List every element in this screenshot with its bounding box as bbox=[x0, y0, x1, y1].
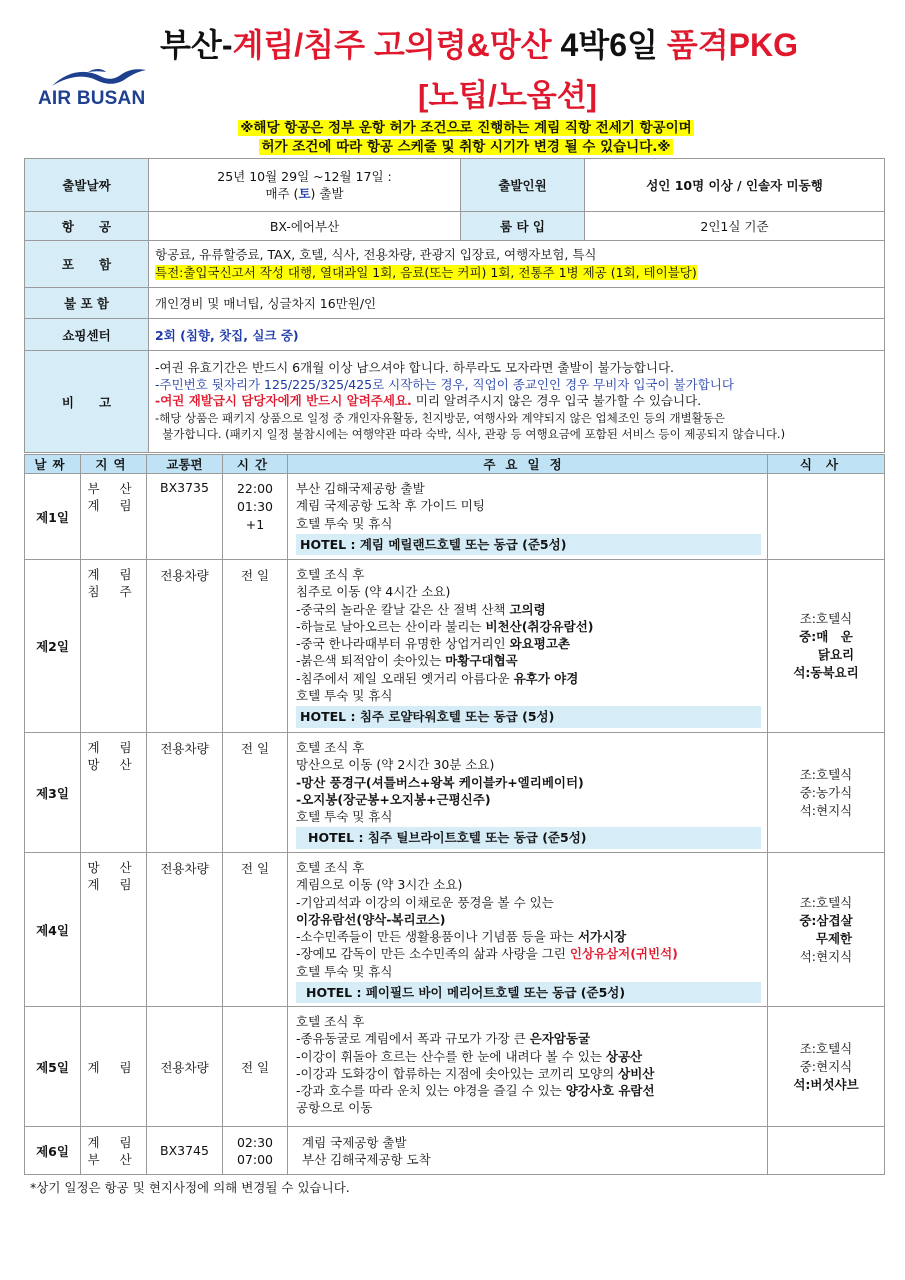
day-label: 제4일 bbox=[25, 853, 81, 1007]
exclude-label: 불 포 함 bbox=[25, 288, 149, 319]
day-label: 제5일 bbox=[25, 1007, 81, 1127]
day-label: 제2일 bbox=[25, 560, 81, 733]
meal bbox=[768, 1127, 885, 1175]
day-label: 제6일 bbox=[25, 1127, 81, 1175]
page-subtitle: [노팁/노옵션] bbox=[418, 78, 597, 113]
region: 망 산 계 림 bbox=[81, 853, 147, 1007]
itinerary: 호텔 조식 후 계림으로 이동 (약 3시간 소요) -기암괴석과 이강의 이채로운 풍경을 볼 수 있는 이강유람선(양삭-복리코스) -소수민족들이 만든 생활용품이나 기념품 등을 파는 서가시장 -장예모 감독이 만든 소수민족의 삶과 사랑을 그린 인상유삼저(귀빈석) 호텔 투숙 및 휴식 HOTEL : 페이필드 바이 메리어트호텔 또는 동급 (준5성) bbox=[288, 853, 768, 1007]
hotel-info: HOTEL : 침주 틸브라이트호텔 또는 동급 (준5성) bbox=[296, 827, 761, 848]
time: 전 일 bbox=[223, 1007, 288, 1127]
depart-date: 25년 10월 29일 ~12월 17일 : 매주 (토) 출발 bbox=[149, 159, 461, 212]
day-label: 제3일 bbox=[25, 733, 81, 853]
transport: BX3745 bbox=[147, 1127, 223, 1175]
meal: 조:호텔식 중:매 운 닭요리 석:동북요리 bbox=[768, 560, 885, 733]
air-busan-logo bbox=[36, 66, 148, 110]
region: 부 산 계 림 bbox=[81, 474, 147, 560]
itinerary: 계림 국제공항 출발 부산 김해국제공항 도착 bbox=[288, 1127, 768, 1175]
hotel-info: HOTEL : 침주 로얄타워호텔 또는 동급 (5성) bbox=[296, 706, 761, 727]
day-label: 제1일 bbox=[25, 474, 81, 560]
info-table bbox=[24, 158, 885, 453]
shop-label: 쇼핑센터 bbox=[25, 319, 149, 351]
region: 계 림 망 산 bbox=[81, 733, 147, 853]
shop-value: 2회 (침향, 찻집, 실크 중) bbox=[149, 319, 885, 351]
region: 계 림 부 산 bbox=[81, 1127, 147, 1175]
table-row bbox=[25, 560, 885, 733]
table-row bbox=[25, 853, 885, 1007]
time: 전 일 bbox=[223, 733, 288, 853]
include-value: 항공료, 유류할증료, TAX, 호텔, 식사, 전용차량, 관광지 입장료, 여행자보험, 특식 특전:출입국신고서 작성 대행, 열대과일 1회, 음료(또는 커피) 1회, 전통주 1병 제공 (1회, 테이블당) bbox=[149, 241, 885, 288]
bird-wing-icon bbox=[48, 66, 148, 88]
header-day: 날짜 bbox=[25, 455, 81, 474]
logo-text: AIR BUSAN bbox=[38, 88, 146, 109]
itinerary: 호텔 조식 후 침주로 이동 (약 4시간 소요) -중국의 놀라운 칼날 같은 산 절벽 산책 고의령 -하늘로 날아오르는 산이라 불리는 비천산(취강유람선) -중국 한나라때부터 유명한 상업거리인 와요평고촌 -붉은색 퇴적암이 솟아있는 마황구대협곡 -침주에서 제일 오래된 옛거리 아름다운 유후가 야경 호텔 투숙 및 휴식 HOTEL : 침주 로얄타워호텔 또는 동급 (5성) bbox=[288, 560, 768, 733]
header-transport: 교통편 bbox=[147, 455, 223, 474]
table-row bbox=[25, 474, 885, 560]
include-label: 포 함 bbox=[25, 241, 149, 288]
schedule-header bbox=[25, 455, 885, 474]
note-value: -여권 유효기간은 반드시 6개월 이상 남으셔야 합니다. 하루라도 모자라면 출발이 불가능합니다. -주민번호 뒷자리가 125/225/325/425로 시작하는 경우, 직업이 종교인인 경우 무비자 입국이 불가합니다 -여권 재발급시 담당자에게 반드시 알려주세요. 미리 알려주시지 않은 경우 입국 불가할 수 있습니다. -해당 상품은 패키지 상품으로 일정 중 개인자유활동, 친지방문, 여행사와 계약되지 않은 업체조인 등의 개별활동은 불가합니다. (패키지 일정 불참시에는 여행약관 따라 숙박, 식사, 관광 등 여행요금에 포함된 서비스 등이 제공되지 않습니다.) bbox=[149, 351, 885, 453]
meal: 조:호텔식 중:삼겹살 무제한 석:현지식 bbox=[768, 853, 885, 1007]
notice-line-2: 허가 조건에 따라 항공 스케줄 및 취항 시기가 변경 될 수 있습니다.※ bbox=[261, 139, 671, 155]
table-row bbox=[25, 1007, 885, 1127]
notice-line-1: ※해당 항공은 정부 운항 허가 조건으로 진행하는 계림 직항 전세기 항공이며 bbox=[240, 120, 692, 136]
room-value: 2인1실 기준 bbox=[585, 212, 885, 241]
time: 02:30 07:00 bbox=[223, 1127, 288, 1175]
table-row bbox=[25, 1127, 885, 1175]
transport: BX3735 bbox=[147, 474, 223, 560]
depart-label: 출발날짜 bbox=[25, 159, 149, 212]
header-region: 지역 bbox=[81, 455, 147, 474]
hotel-info: HOTEL : 계림 메릴랜드호텔 또는 동급 (준5성) bbox=[296, 534, 761, 555]
time: 22:00 01:30 +1 bbox=[223, 474, 288, 560]
itinerary: 부산 김해국제공항 출발 계림 국제공항 도착 후 가이드 미팅 호텔 투숙 및 휴식 HOTEL : 계림 메릴랜드호텔 또는 동급 (준5성) bbox=[288, 474, 768, 560]
region: 계 림 침 주 bbox=[81, 560, 147, 733]
airline-value: BX-에어부산 bbox=[149, 212, 461, 241]
region: 계 림 bbox=[81, 1007, 147, 1127]
hotel-info: HOTEL : 페이필드 바이 메리어트호텔 또는 동급 (준5성) bbox=[296, 982, 761, 1003]
itinerary: 호텔 조식 후 망산으로 이동 (약 2시간 30분 소요) -망산 풍경구(셔틀버스+왕복 케이블카+엘리베이터) -오지봉(장군봉+오지봉+근평신주) 호텔 투숙 및 휴식 HOTEL : 침주 틸브라이트호텔 또는 동급 (준5성) bbox=[288, 733, 768, 853]
transport: 전용차량 bbox=[147, 733, 223, 853]
transport: 전용차량 bbox=[147, 560, 223, 733]
airline-label: 항 공 bbox=[25, 212, 149, 241]
page-title: 부산-계림/침주 고의령&망산 4박6일 품격PKG bbox=[160, 27, 798, 63]
transport: 전용차량 bbox=[147, 853, 223, 1007]
header-meal: 식사 bbox=[768, 455, 885, 474]
table-row bbox=[25, 733, 885, 853]
time: 전 일 bbox=[223, 853, 288, 1007]
header-itinerary: 주요일정 bbox=[288, 455, 768, 474]
meal: 조:호텔식 중:현지식 석:버섯샤브 bbox=[768, 1007, 885, 1127]
meal: 조:호텔식 중:농가식 석:현지식 bbox=[768, 733, 885, 853]
exclude-value: 개인경비 및 매너팁, 싱글차지 16만원/인 bbox=[149, 288, 885, 319]
schedule-table bbox=[24, 454, 885, 1175]
transport: 전용차량 bbox=[147, 1007, 223, 1127]
meal bbox=[768, 474, 885, 560]
room-label: 룸 타 입 bbox=[461, 212, 585, 241]
people-value: 성인 10명 이상 / 인솔자 미동행 bbox=[585, 159, 885, 212]
header-time: 시간 bbox=[223, 455, 288, 474]
footer-note: *상기 일정은 항공 및 현지사정에 의해 변경될 수 있습니다. bbox=[30, 1180, 350, 1195]
time: 전 일 bbox=[223, 560, 288, 733]
people-label: 출발인원 bbox=[461, 159, 585, 212]
note-label: 비 고 bbox=[25, 351, 149, 453]
itinerary: 호텔 조식 후 -종유동굴로 계림에서 폭과 규모가 가장 큰 은자암동굴 -이강이 휘돌아 흐르는 산수를 한 눈에 내려다 볼 수 있는 상공산 -이강과 도화강이 합류하는 지점에 솟아있는 코끼리 모양의 상비산 -강과 호수를 따라 운치 있는 야경을 즐길 수 있는 양강사호 유람선 공항으로 이동 bbox=[288, 1007, 768, 1127]
